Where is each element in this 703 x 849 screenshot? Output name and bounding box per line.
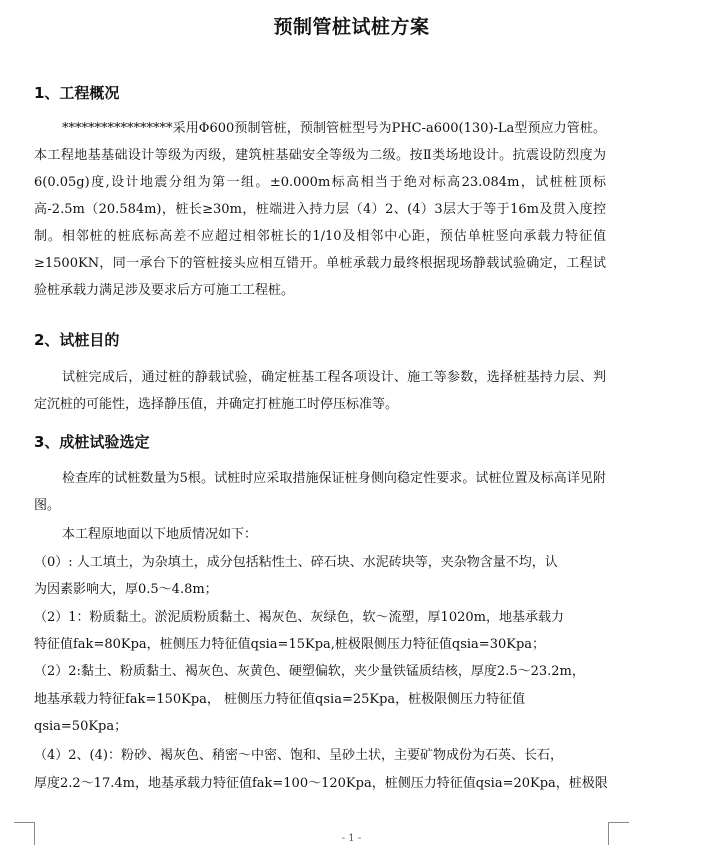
stratum-0-line-1: （0）: 人工填土，为杂填土，成分包括粘性土、碎石块、水泥砖块等，夹杂物含量不均，认 [34,555,558,570]
section-heading-selection: 3、成桩试验选定 [34,433,150,451]
stratum-0-line-2: 为因素影响大，厚0.5～4.8m； [34,582,218,597]
stratum-2-2-line-2: 地基承载力特征fak=150Kpa， 桩侧压力特征值qsia=25Kpa，桩极限侧压力特征值 [34,692,526,707]
geology-intro: 本工程原地面以下地质情况如下： [62,527,258,542]
stratum-2-2-line-3: qsia=50Kpa； [34,719,128,734]
page-number: - 1 - [341,833,362,844]
stratum-4-2-line-1: （4）2、(4)：粉砂、褐灰色、稍密～中密、饱和、呈砂土状，主要矿物成份为石英、长石， [34,748,563,763]
stratum-2-1-line-1: （2）1：粉质黏土。淤泥质粉质黏土、褐灰色、灰绿色，软～流塑，厚1020m，地基承载力 [34,610,564,625]
purpose-paragraph: 试桩完成后，通过桩的静载试验，确定桩基工程各项设计、施工等参数，选择桩基持力层、判定沉桩的可能性，选择静压值，并确定打桩施工时停压标准等。 [34,370,606,412]
section-heading-purpose: 2、试桩目的 [34,331,120,349]
stratum-2-2-line-1: （2）2:黏土、粉质黏土、褐灰色、灰黄色、硬塑偏软，夹少量铁锰质结核，厚度2.5～23.2m， [34,664,585,679]
overview-paragraph: *****************采用Φ600预制管桩，预制管桩型号为PHC-a600(130)-La型预应力管桩。本工程地基基础设计等级为丙级，建筑桩基础安全等级为二级。按Ⅱ类场地设计。抗震设防烈度为6(0.05g)度,设计地震分组为第一组。±0.000m标高相当于绝对标高23.084m，试桩桩顶标高-2.5m（20.584m)，桩长≥30m，桩端进入持力层（4）2、(4）3层大于等于16m及贯入度控制。相邻桩的桩底标高差不应超过相邻桩长的1/10及相邻中心距，预估单桩竖向承载力特征值≥1500KN，同一承台下的管桩接头应相互错开。单桩承载力最终根据现场静载试验确定，工程试验桩承载力满足涉及要求后方可施工工程桩。 [34,121,606,298]
selection-paragraph: 检查库的试桩数量为5根。试桩时应采取措施保证桩身侧向稳定性要求。试桩位置及标高详见附图。 [34,471,606,513]
section-heading-overview: 1、工程概况 [34,84,120,102]
stratum-2-1-line-2: 特征值fak=80Kpa，桩侧压力特征值qsia=15Kpa,桩极限侧压力特征值qsia=30Kpa； [34,637,546,652]
document-title: 预制管桩试桩方案 [273,16,430,38]
stratum-4-2-line-2: 厚度2.2～17.4m，地基承载力特征值fak=100～120Kpa，桩侧压力特征值qsia=20Kpa，桩极限 [34,776,608,791]
